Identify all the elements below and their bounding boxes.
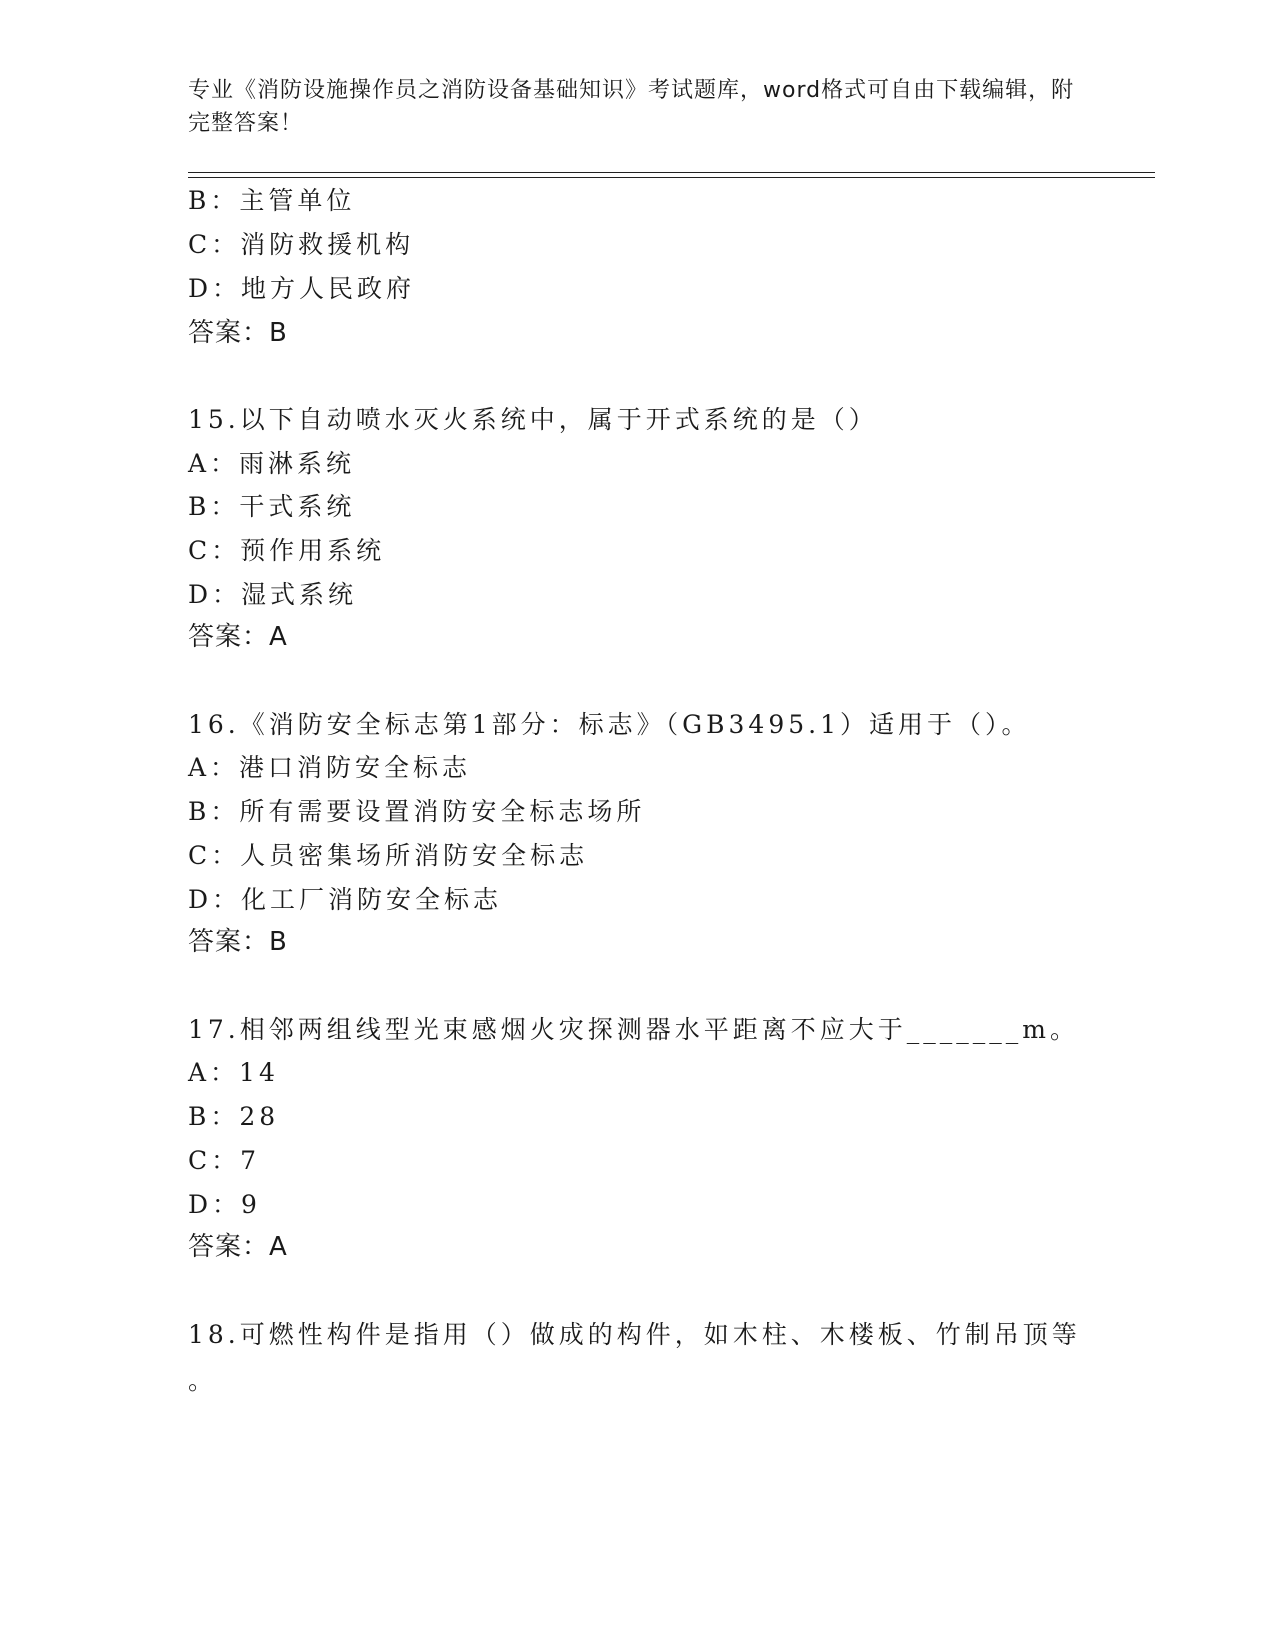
q16-option-b: B：所有需要设置消防安全标志场所	[188, 797, 646, 826]
q14-answer: 答案：B	[188, 318, 288, 348]
q15-option-d: D：湿式系统	[188, 580, 358, 609]
q16-answer: 答案：B	[188, 927, 288, 957]
q17-question: 17.相邻两组线型光束感烟火灾探测器水平距离不应大于_______m。	[188, 1015, 1079, 1044]
q16-question: 16.《消防安全标志第1部分：标志》（GB3495.1）适用于（）。	[188, 710, 1031, 739]
q15-answer: 答案：A	[188, 622, 288, 652]
q18-question-line2: 。	[188, 1366, 218, 1395]
q17-option-d: D：9	[188, 1190, 261, 1219]
q14-option-d: D：地方人民政府	[188, 274, 416, 303]
q16-option-d: D：化工厂消防安全标志	[188, 885, 503, 914]
q15-question: 15.以下自动喷水灭火系统中，属于开式系统的是（）	[188, 405, 878, 434]
q15-option-a: A：雨淋系统	[188, 449, 356, 478]
document-header: 专业《消防设施操作员之消防设备基础知识》考试题库，word格式可自由下载编辑，附完整答案！	[188, 78, 1075, 136]
q17-option-c: C：7	[188, 1146, 261, 1175]
q15-option-c: C：预作用系统	[188, 536, 386, 565]
header-rule-bottom	[188, 177, 1155, 178]
q16-option-a: A：港口消防安全标志	[188, 753, 472, 782]
q17-answer: 答案：A	[188, 1232, 288, 1262]
header-rule-top	[188, 172, 1155, 173]
q14-option-b: B：主管单位	[188, 186, 356, 215]
q14-option-c: C：消防救援机构	[188, 230, 415, 259]
q17-option-a: A：14	[188, 1058, 279, 1087]
q16-option-c: C：人员密集场所消防安全标志	[188, 841, 589, 870]
q18-question-line1: 18.可燃性构件是指用（）做成的构件，如木柱、木楼板、竹制吊顶等	[188, 1320, 1081, 1349]
q15-option-b: B：干式系统	[188, 492, 356, 521]
q17-option-b: B：28	[188, 1102, 280, 1131]
